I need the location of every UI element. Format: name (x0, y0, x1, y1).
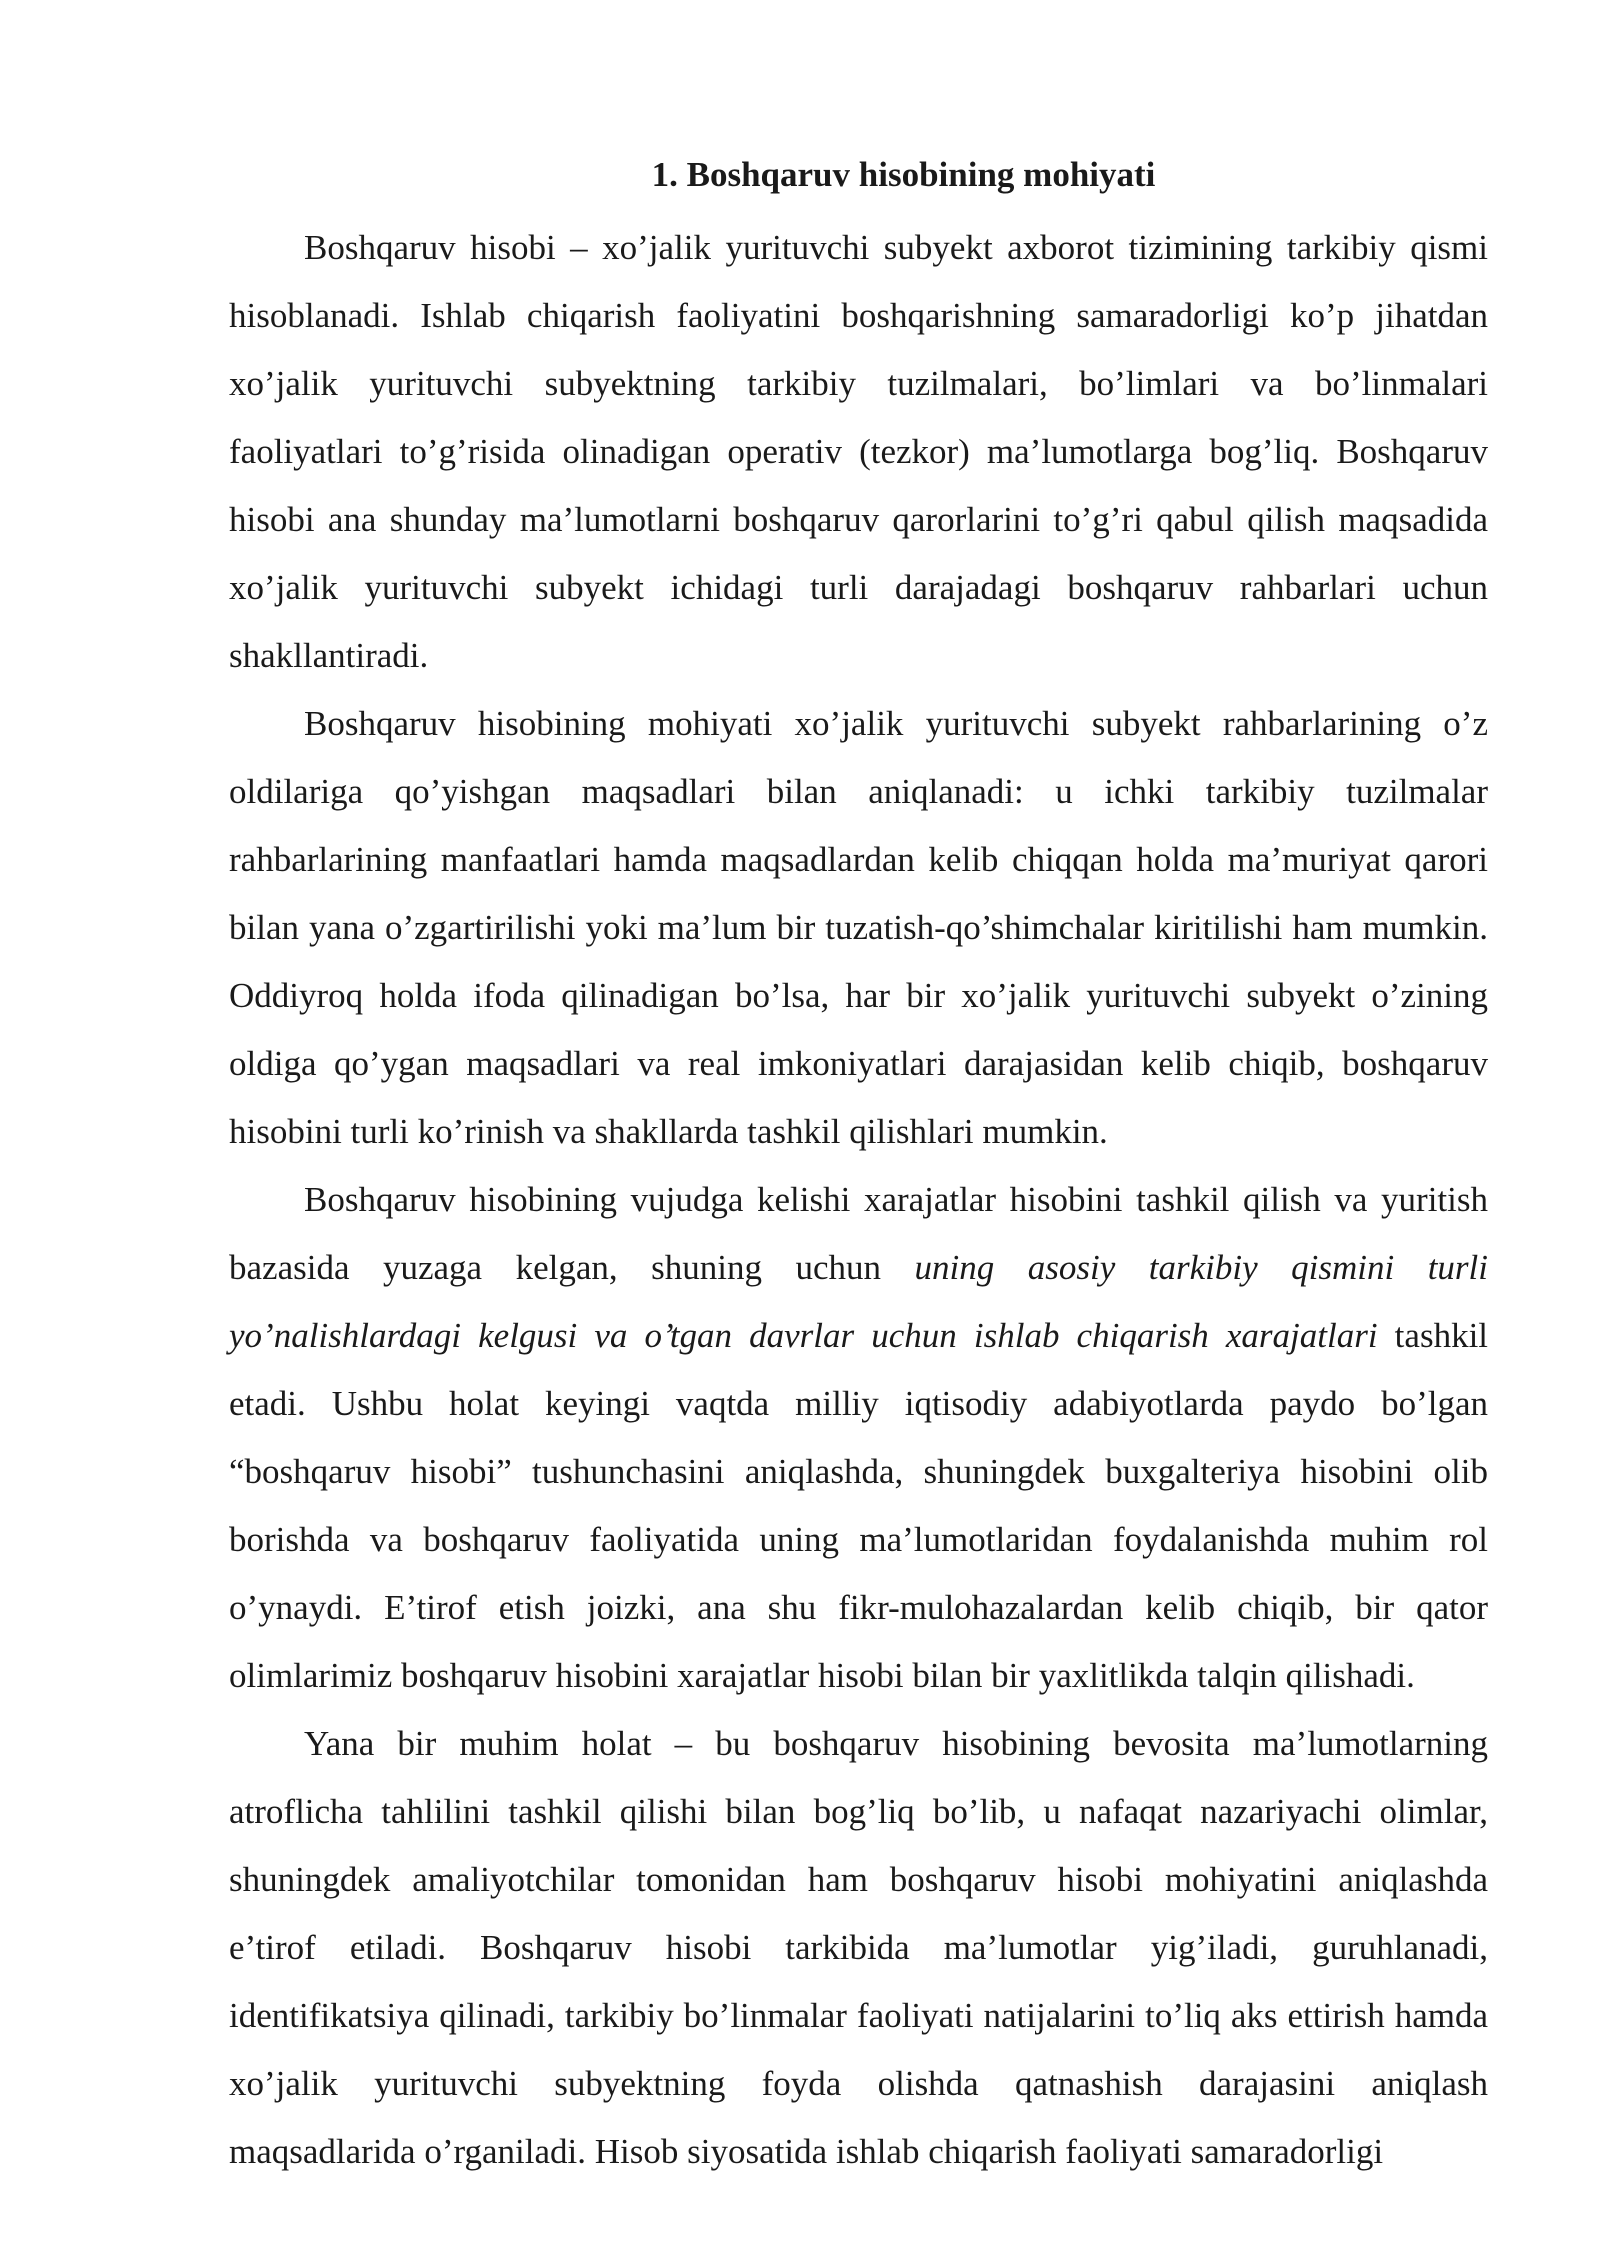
paragraph-2: Boshqaruv hisobining mohiyati xo’jalik yurituvchi subyekt rahbarlarining o’z oldilariga qo’yishgan maqsadlari bilan aniqlanadi: u ichki tarkibiy tuzilmalar rahbarlarining manfaatlari hamda maqsadlardan kelib chiqqan holda ma’muriyat qarori bilan yana o’zgartirilishi yoki ma’lum bir tuzatish-qo’shimchalar kiritilishi ham mumkin. Oddiyroq holda ifoda qilinadigan bo’lsa, har bir xo’jalik yurituvchi subyekt o’zining oldiga qo’ygan maqsadlari va real imkoniyatlari darajasidan kelib chiqib, boshqaruv hisobini turli ko’rinish va shakllarda tashkil qilishlari mumkin. (229, 704, 1488, 1151)
section-heading: 1. Boshqaruv hisobining mohiyati (651, 155, 1156, 194)
document-page (229, 150, 1488, 2186)
paragraph-4: Yana bir muhim holat – bu boshqaruv hisobining bevosita ma’lumotlarning atroflicha tahlilini tashkil qilishi bilan bog’liq bo’lib, u nafaqat nazariyachi olimlar, shuningdek amaliyotchilar tomonidan ham boshqaruv hisobi mohiyatini aniqlashda e’tirof etiladi. Boshqaruv hisobi tarkibida ma’lumotlar yig’iladi, guruhlanadi, identifikatsiya qilinadi, tarkibiy bo’linmalar faoliyati natijalarini to’liq aks ettirish hamda xo’jalik yurituvchi subyektning foyda olishda qatnashish darajasini aniqlash maqsadlarida o’rganiladi. Hisob siyosatida ishlab chiqarish faoliyati samaradorligi (229, 1724, 1488, 2171)
paragraph-1: Boshqaruv hisobi – xo’jalik yurituvchi subyekt axborot tizimining tarkibiy qismi hisoblanadi. Ishlab chiqarish faoliyatini boshqarishning samaradorligi ko’p jihatdan xo’jalik yurituvchi subyektning tarkibiy tuzilmalari, bo’limlari va bo’linmalari faoliyatlari to’g’risida olinadigan operativ (tezkor) ma’lumotlarga bog’liq. Boshqaruv hisobi ana shunday ma’lumotlarni boshqaruv qarorlarini to’g’ri qabul qilish maqsadida xo’jalik yurituvchi subyekt ichidagi turli darajadagi boshqaruv rahbarlari uchun shakllantiradi. (229, 228, 1488, 675)
paragraph-3-text-end: tashkil etadi. Ushbu holat keyingi vaqtda milliy iqtisodiy adabiyotlarda paydo bo’lgan “boshqaruv hisobi” tushunchasini aniqlashda, shuningdek buxgalteriya hisobini olib borishda va boshqaruv faoliyatida uning ma’lumotlaridan foydalanishda muhim rol o’ynaydi. E’tirof etish joizki, ana shu fikr-mulohazalardan kelib chiqib, bir qator olimlarimiz boshqaruv hisobini xarajatlar hisobi bilan bir yaxlitlikda talqin qilishadi. (229, 1316, 1489, 1695)
paragraph-3 (229, 1166, 1488, 1710)
paragraph-3-italic-text: uning asosiy tarkibiy qismini turli yo’nalishlardagi kelgusi va o’tgan davrlar uchun ishlab chiqarish xarajatlari (229, 1248, 1488, 1355)
paragraph-3-text-start: Boshqaruv hisobining vujudga kelishi xarajatlar hisobini tashkil qilish va yuritish bazasida yuzaga kelgan, shuning uchun (229, 1180, 1488, 1287)
